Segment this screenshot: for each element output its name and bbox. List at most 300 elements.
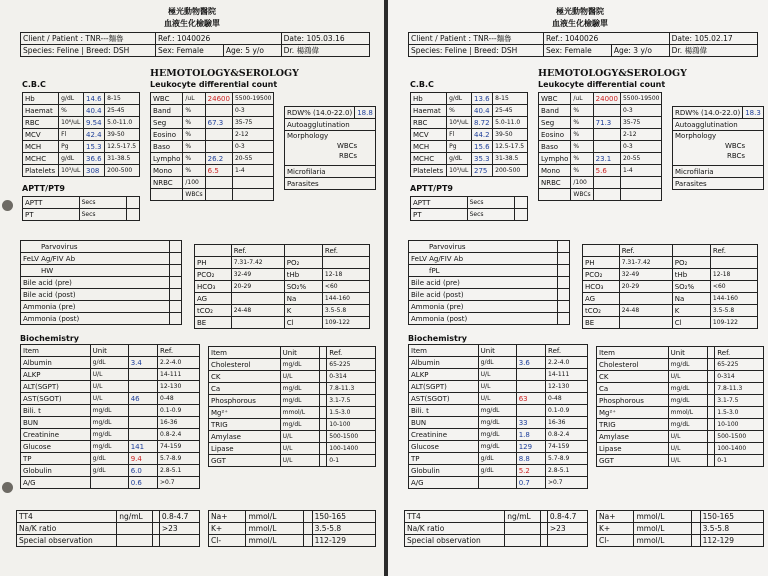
ref-value: 1040026 <box>564 33 599 43</box>
biochem-head-cell: Unit <box>90 345 128 357</box>
leuko-value <box>205 189 232 201</box>
gas-ref: 32-49 <box>231 269 284 281</box>
gas-ref-2: <60 <box>322 281 369 293</box>
microfilaria-label: Microfilaria <box>285 166 376 178</box>
biochem2-row <box>597 407 764 419</box>
morphology-label: Morphology <box>675 132 717 140</box>
biochem2-value <box>708 395 715 407</box>
parasites-label: Parasites <box>673 178 764 190</box>
biochem2-head-cell <box>320 347 327 359</box>
leuko-ref: 1-4 <box>232 165 274 177</box>
biochem-ref: 16-36 <box>546 417 588 429</box>
leuko-ref: 2-12 <box>232 129 274 141</box>
biochem2-head-cell: Item <box>209 347 281 359</box>
biochem-item: ALT(SGPT) <box>21 381 91 393</box>
gas-ref-2: 3.5-5.8 <box>322 305 369 317</box>
aptt-value <box>127 209 140 221</box>
biochem2-row <box>209 455 376 467</box>
wbcs-label: WBCs <box>337 142 358 150</box>
misc-ref: >23 <box>159 523 199 535</box>
biochem-item: ALKP <box>21 369 91 381</box>
morphology-cell <box>673 131 764 166</box>
biochem-unit: U/L <box>90 369 128 381</box>
cbc-unit: Pg <box>59 141 84 153</box>
rdw-morphology-table <box>672 106 764 190</box>
cbc-ref: 5.0-11.0 <box>493 117 528 129</box>
biochem-value <box>516 369 545 381</box>
cbc-ref: 8-15 <box>105 93 140 105</box>
parasites-label: Parasites <box>285 178 376 190</box>
serology-row <box>409 301 570 313</box>
biochem-row <box>409 453 588 465</box>
cbc-unit: 10⁶/uL <box>447 117 472 129</box>
serology-row <box>21 301 182 313</box>
biochem2-ref: 3.1-7.5 <box>327 395 376 407</box>
ref-label: Ref.: <box>158 33 175 43</box>
leuko-row <box>539 117 662 129</box>
leuko-item: NRBC <box>151 177 183 189</box>
cbc-item: MCH <box>411 141 447 153</box>
leuko-value: 26.2 <box>205 153 232 165</box>
cbc-row <box>23 105 140 117</box>
aptt-item: PT <box>411 209 468 221</box>
leuko-item: Band <box>539 105 571 117</box>
gas-head <box>672 245 710 257</box>
ref-cell <box>544 33 670 45</box>
electrolyte-unit: mmol/L <box>246 511 303 523</box>
patient-row-1 <box>21 33 370 45</box>
rbcs-label: RBCs <box>339 152 358 160</box>
biochem2-ref: 3.1-7.5 <box>715 395 764 407</box>
client-label: Client / Patient <box>411 33 467 43</box>
biochem2-row <box>597 359 764 371</box>
biochem2-item: CK <box>209 371 281 383</box>
species-breed-cell: Species: Feline | Breed: DSH <box>409 45 544 57</box>
biochem2-unit: U/L <box>668 371 707 383</box>
biochem-ref: 2.8-5.1 <box>546 465 588 477</box>
electrolyte-unit: mmol/L <box>634 535 691 547</box>
cbc-row <box>411 105 528 117</box>
gas-ref-2 <box>710 257 757 269</box>
leuko-item: NRBC <box>539 177 571 189</box>
electrolyte-ref: 112-129 <box>312 535 375 547</box>
biochem-item: Creatinine <box>409 429 479 441</box>
biochem-value: 3.4 <box>128 357 157 369</box>
biochemistry-table-2 <box>596 346 764 467</box>
serology-table <box>20 240 182 325</box>
electrolyte-item: K+ <box>597 523 634 535</box>
doctor-cell <box>281 45 369 57</box>
rdw-morphology-table <box>284 106 376 190</box>
serology-row <box>409 277 570 289</box>
gas-ref-head-2: Ref. <box>710 245 757 257</box>
misc-item: Special observation <box>17 535 117 547</box>
serology-item: Parvovirus <box>409 241 558 253</box>
gas-item: BE <box>195 317 232 329</box>
biochem-ref: 2.2-4.0 <box>546 357 588 369</box>
leuko-row <box>539 129 662 141</box>
biochem-value <box>516 405 545 417</box>
gas-ref: 24-48 <box>619 305 672 317</box>
autoagg-row <box>285 119 376 131</box>
leuko-unit: /100 <box>571 177 593 189</box>
cbc-item: Haemat <box>23 105 59 117</box>
biochem-value: 6.0 <box>128 465 157 477</box>
cbc-row <box>23 165 140 177</box>
misc-row <box>405 523 588 535</box>
misc-ref <box>547 535 587 547</box>
biochem-head-cell: Item <box>21 345 91 357</box>
gas-head <box>583 245 620 257</box>
rdw-value: 18.3 <box>743 107 764 119</box>
biochem-value: 0.6 <box>128 477 157 489</box>
rdw-value: 18.8 <box>355 107 376 119</box>
cbc-unit: Fl <box>447 129 472 141</box>
serology-row <box>21 241 182 253</box>
leuko-item: Seg <box>539 117 571 129</box>
biochem-item: BUN <box>21 417 91 429</box>
date-cell <box>669 33 757 45</box>
breed-label: Breed: DSH <box>86 45 130 55</box>
biochem-item: Globulin <box>21 465 91 477</box>
cbc-item: Platelets <box>23 165 59 177</box>
leuko-row <box>539 141 662 153</box>
rdw-row <box>285 107 376 119</box>
blood-gas-row <box>195 269 370 281</box>
aptt-item: PT <box>23 209 80 221</box>
gas-item: BE <box>583 317 620 329</box>
misc-unit <box>117 523 153 535</box>
client-cell: Client / Patient : TNR---麵魯 <box>21 33 156 45</box>
gas-ref: 20-29 <box>619 281 672 293</box>
biochem-ref: 14-111 <box>546 369 588 381</box>
biochem2-ref: 7.8-11.3 <box>715 383 764 395</box>
biochem2-unit: U/L <box>668 443 707 455</box>
aptt-row <box>23 197 140 209</box>
biochem-row <box>21 453 200 465</box>
thyroid-misc-table <box>16 510 200 547</box>
parasites-row <box>285 178 376 190</box>
biochem2-item: Cholesterol <box>209 359 281 371</box>
leuko-unit: % <box>183 141 205 153</box>
biochem2-item: Amylase <box>597 431 669 443</box>
breed-label: Breed: DSH <box>474 45 518 55</box>
biochem2-row <box>597 371 764 383</box>
blood-gas-row <box>583 257 758 269</box>
cbc-unit: Pg <box>447 141 472 153</box>
biochem-item: AST(SGOT) <box>409 393 479 405</box>
leuko-row <box>151 153 274 165</box>
cbc-item: Platelets <box>411 165 447 177</box>
biochem2-unit: mg/dL <box>668 419 707 431</box>
serology-item: fPL <box>409 265 558 277</box>
blood-gas-row <box>583 317 758 329</box>
rdw-label: RDW% (14.0-22.0) <box>673 107 743 119</box>
cbc-ref: 39-50 <box>105 129 140 141</box>
rdw-label: RDW% (14.0-22.0) <box>285 107 355 119</box>
aptt-item: APTT <box>411 197 468 209</box>
biochem-ref: 74-159 <box>158 441 200 453</box>
leuko-row <box>539 177 662 189</box>
species-breed-cell: Species: Feline | Breed: DSH <box>21 45 156 57</box>
gas-ref <box>619 293 672 305</box>
cbc-value: 40.4 <box>472 105 493 117</box>
rdw-row <box>673 107 764 119</box>
biochem-unit: U/L <box>90 381 128 393</box>
leuko-value: 24000 <box>593 93 620 105</box>
biochem2-ref: 100-1400 <box>327 443 376 455</box>
misc-item: TT4 <box>17 511 117 523</box>
gas-ref <box>231 317 284 329</box>
biochem-ref: 14-111 <box>158 369 200 381</box>
biochem2-unit: mg/dL <box>668 359 707 371</box>
leuko-unit: WBCs <box>183 189 205 201</box>
electrolyte-value <box>303 511 312 523</box>
leuko-ref <box>232 189 274 201</box>
cbc-unit: Fl <box>59 129 84 141</box>
biochem2-item: Mg²⁺ <box>597 407 669 419</box>
biochem-value: 46 <box>128 393 157 405</box>
leuko-ref: 0-3 <box>232 105 274 117</box>
blood-gas-row <box>583 293 758 305</box>
biochem-row <box>21 405 200 417</box>
cbc-value: 8.72 <box>472 117 493 129</box>
section-title: HEMOTOLOGY&SEROLOGY <box>150 68 299 79</box>
client-cell: Client / Patient : TNR---麵魯 <box>409 33 544 45</box>
electrolyte-ref: 112-129 <box>700 535 763 547</box>
gas-ref: 7.31-7.42 <box>619 257 672 269</box>
clinic-name: 極光動物醫院 <box>556 6 604 16</box>
biochem-value <box>128 429 157 441</box>
cbc-ref: 31-38.5 <box>493 153 528 165</box>
cbc-item: Hb <box>411 93 447 105</box>
biochem-item: ALKP <box>409 369 479 381</box>
cbc-value: 14.6 <box>84 93 105 105</box>
biochem2-unit: mmol/L <box>668 407 707 419</box>
blood-gas-row <box>583 305 758 317</box>
rbcs-label: RBCs <box>727 152 746 160</box>
biochem-row <box>21 369 200 381</box>
leuko-ref: 35-75 <box>232 117 274 129</box>
biochem-row <box>409 381 588 393</box>
leuko-unit: % <box>183 129 205 141</box>
electrolyte-item: Cl- <box>209 535 246 547</box>
gas-ref: 20-29 <box>231 281 284 293</box>
misc-ref: >23 <box>547 523 587 535</box>
electrolyte-ref: 3.5-5.8 <box>700 523 763 535</box>
leuko-ref <box>620 177 662 189</box>
biochem-ref: 0-48 <box>546 393 588 405</box>
biochem-ref: 12-130 <box>546 381 588 393</box>
blood-gas-row <box>195 281 370 293</box>
gas-ref <box>231 293 284 305</box>
biochem2-row <box>597 383 764 395</box>
biochem2-item: TRIG <box>209 419 281 431</box>
cbc-value: 13.6 <box>472 93 493 105</box>
leuko-row <box>151 141 274 153</box>
punch-hole-icon <box>2 200 13 211</box>
misc-item: Special observation <box>405 535 505 547</box>
blood-gas-row <box>195 257 370 269</box>
biochem-item: Albumin <box>409 357 479 369</box>
leuko-ref: 20-55 <box>232 153 274 165</box>
electrolyte-item: Na+ <box>597 511 634 523</box>
biochem-unit: U/L <box>90 393 128 405</box>
biochem2-item: CK <box>597 371 669 383</box>
biochem2-value <box>320 431 327 443</box>
leuko-ref: 0-3 <box>232 141 274 153</box>
biochem2-unit: U/L <box>280 431 319 443</box>
biochem2-row <box>209 371 376 383</box>
gas-item: HCO₃ <box>583 281 620 293</box>
misc-item: Na/K ratio <box>405 523 505 535</box>
leuko-unit: % <box>183 153 205 165</box>
biochem2-row <box>597 431 764 443</box>
date-cell <box>281 33 369 45</box>
leuko-value: 6.5 <box>205 165 232 177</box>
cbc-row <box>411 129 528 141</box>
biochem2-ref: 0-314 <box>327 371 376 383</box>
biochem2-unit: mg/dL <box>668 383 707 395</box>
biochem2-head-cell: Item <box>597 347 669 359</box>
biochem-unit: mg/dL <box>90 429 128 441</box>
leuko-item: WBC <box>539 93 571 105</box>
gas-ref-2: 144-160 <box>322 293 369 305</box>
leuko-unit: % <box>571 153 593 165</box>
aptt-row <box>411 197 528 209</box>
cbc-value: 15.6 <box>472 141 493 153</box>
biochem2-value <box>320 383 327 395</box>
gas-ref-2: 3.5-5.8 <box>710 305 757 317</box>
aptt-unit: Secs <box>467 197 515 209</box>
serology-row <box>21 313 182 325</box>
serology-item: Bile acid (post) <box>409 289 558 301</box>
leuko-item <box>151 189 183 201</box>
leuko-row <box>151 189 274 201</box>
biochem2-value <box>708 383 715 395</box>
blood-gas-header <box>195 245 370 257</box>
electrolyte-item: Na+ <box>209 511 246 523</box>
leuko-row <box>151 177 274 189</box>
cbc-unit: % <box>447 105 472 117</box>
biochem-value: 141 <box>128 441 157 453</box>
biochem-row <box>21 465 200 477</box>
gas-ref-head-2: Ref. <box>322 245 369 257</box>
serology-row <box>21 289 182 301</box>
gas-item-2: PO₂ <box>284 257 322 269</box>
morphology-cell <box>285 131 376 166</box>
electrolyte-table <box>596 510 764 547</box>
biochem-row <box>409 441 588 453</box>
biochem-ref: 74-159 <box>546 441 588 453</box>
biochem-value <box>128 405 157 417</box>
biochemistry-title: Biochemistry <box>408 334 468 343</box>
biochem-item: ALT(SGPT) <box>409 381 479 393</box>
aptt-row <box>23 209 140 221</box>
autoagg-row <box>673 119 764 131</box>
biochem-unit <box>478 477 516 489</box>
aptt-row <box>411 209 528 221</box>
biochem-row <box>409 405 588 417</box>
biochem2-head-cell: Ref. <box>715 347 764 359</box>
biochem-item: A/G <box>21 477 91 489</box>
leuko-unit: % <box>183 165 205 177</box>
cbc-value: 275 <box>472 165 493 177</box>
biochem2-value <box>320 395 327 407</box>
gas-ref-2: 109-122 <box>322 317 369 329</box>
biochem-value <box>128 369 157 381</box>
cbc-ref: 12.5-17.5 <box>105 141 140 153</box>
gas-item-2: Na <box>672 293 710 305</box>
biochem-unit: mg/dL <box>478 429 516 441</box>
leuko-value <box>593 177 620 189</box>
biochem2-unit: mmol/L <box>280 407 319 419</box>
cbc-unit: g/dL <box>447 153 472 165</box>
biochem2-item: Phosphorous <box>597 395 669 407</box>
cbc-unit: 10⁶/uL <box>59 117 84 129</box>
leuko-value <box>593 141 620 153</box>
biochem-item: Bili. t <box>409 405 479 417</box>
cbc-row <box>411 165 528 177</box>
biochem-unit: U/L <box>478 381 516 393</box>
biochem-row <box>21 357 200 369</box>
electrolyte-ref: 3.5-5.8 <box>312 523 375 535</box>
cbc-row <box>23 153 140 165</box>
aptt-unit: Secs <box>467 209 515 221</box>
serology-value <box>169 313 181 325</box>
aptt-unit: Secs <box>79 209 127 221</box>
species-label: Species: Feline <box>411 45 467 55</box>
electrolyte-ref: 150-165 <box>700 511 763 523</box>
biochem2-item: GGT <box>597 455 669 467</box>
electrolyte-row <box>597 535 764 547</box>
serology-value <box>557 265 569 277</box>
leuko-ref: 5500-19500 <box>232 93 274 105</box>
leuko-item: Lympho <box>539 153 571 165</box>
ref-label: Ref.: <box>546 33 563 43</box>
cbc-value: 44.2 <box>472 129 493 141</box>
blood-gas-row <box>583 281 758 293</box>
biochem-ref: >0.7 <box>546 477 588 489</box>
biochem-ref: 0.8-2.4 <box>546 429 588 441</box>
cbc-item: MCHC <box>411 153 447 165</box>
serology-item: Bile acid (post) <box>21 289 170 301</box>
biochem-row <box>409 357 588 369</box>
biochem2-value <box>708 407 715 419</box>
cbc-ref: 25-45 <box>105 105 140 117</box>
leuko-unit: % <box>571 105 593 117</box>
misc-row <box>17 523 200 535</box>
leuko-unit: WBCs <box>571 189 593 201</box>
cbc-row <box>411 117 528 129</box>
patient-row-1 <box>409 33 758 45</box>
cbc-item: MCH <box>23 141 59 153</box>
misc-row <box>17 511 200 523</box>
electrolyte-value <box>303 523 312 535</box>
biochem-unit: mg/dL <box>478 441 516 453</box>
leuko-value <box>205 129 232 141</box>
microfilaria-label: Microfilaria <box>673 166 764 178</box>
serology-value <box>169 277 181 289</box>
biochem-unit: g/dL <box>478 453 516 465</box>
cbc-value: 9.54 <box>84 117 105 129</box>
biochem2-item: Ca <box>209 383 281 395</box>
leuko-value: 5.6 <box>593 165 620 177</box>
form-title: 血液生化檢驗單 <box>164 18 220 28</box>
leuko-row <box>539 105 662 117</box>
gas-ref-2: 109-122 <box>710 317 757 329</box>
serology-value <box>557 289 569 301</box>
